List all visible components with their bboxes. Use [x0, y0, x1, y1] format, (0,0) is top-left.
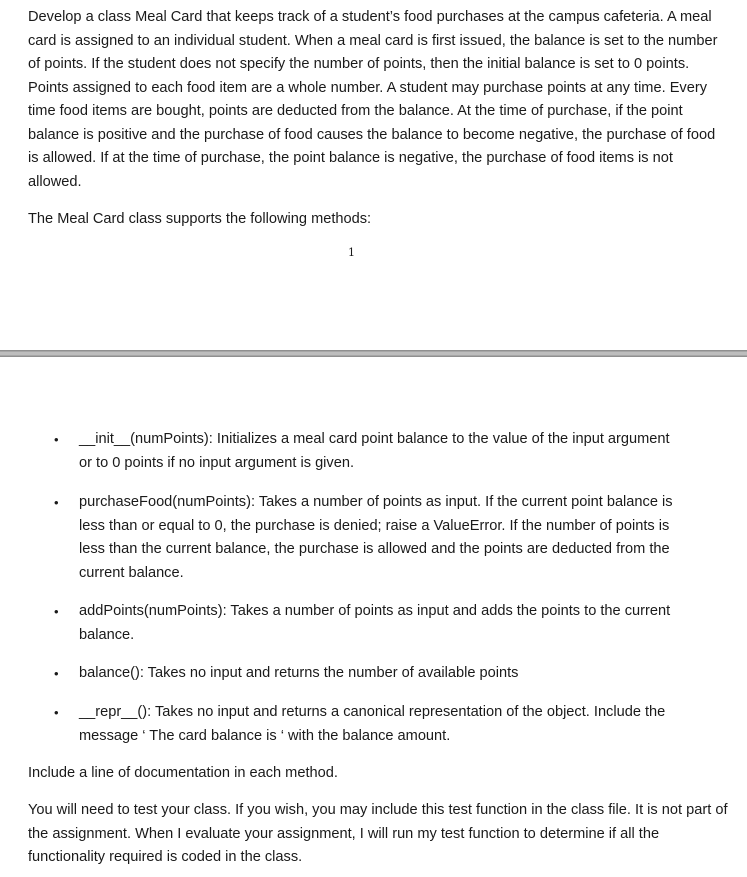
document-page-top: [0, 0, 747, 350]
testing-instruction: You will need to test your class. If you wish, you may include this test function in the class file. It is not part of the assignment. When I evaluate your assignment, I will run my test function to determine if all the functionality required is coded in the class.: [28, 802, 728, 865]
bullet-icon: •: [54, 666, 59, 681]
method-description: __init__(numPoints): Initializes a meal card point balance to the value of the input argument or to 0 points if no input argument is given.: [79, 431, 670, 471]
method-description: addPoints(numPoints): Takes a number of points as input and adds the points to the current balance.: [79, 603, 671, 643]
method-description: balance(): Takes no input and returns the number of available points: [79, 665, 519, 681]
bullet-icon: •: [54, 604, 59, 619]
method-item-add-points: [54, 600, 679, 647]
method-item-balance: [54, 662, 679, 686]
bullet-icon: •: [54, 432, 59, 447]
method-item-purchase-food: [54, 491, 679, 585]
method-item-repr: [54, 701, 679, 748]
method-description: __repr__(): Takes no input and returns a canonical representation of the object. Include the message ‘ The card balance is ‘ with the balance amount.: [79, 704, 666, 744]
page-number: 1: [348, 246, 355, 259]
page-break-divider: [0, 350, 747, 357]
method-item-init: [54, 428, 679, 475]
assignment-intro-paragraph: Develop a class Meal Card that keeps track of a student’s food purchases at the campus cafeteria. A meal card is assigned to an individual student. When a meal card is first issued, the balance is set to the number of points. If the student does not specify the number of points, then the initial balance is set to 0 points. Points assigned to each food item are a whole number. A student may purchase points at any time. Every time food items are bought, points are deducted from the balance. At the time of purchase, if the point balance is positive and the purchase of food causes the balance to become negative, the purchase of food is allowed. If at the time of purchase, the point balance is negative, the purchase of food items is not allowed.: [28, 9, 718, 190]
documentation-instruction: Include a line of documentation in each method.: [28, 765, 338, 781]
bullet-icon: •: [54, 495, 59, 510]
methods-intro-text: The Meal Card class supports the following methods:: [28, 211, 372, 227]
bullet-icon: •: [54, 705, 59, 720]
method-description: purchaseFood(numPoints): Takes a number of points as input. If the current point balance is less than or equal to 0, the purchase is denied; raise a ValueError. If the number of points is less than the current balance, the purchase is allowed and the points are deducted from the current balance.: [79, 494, 673, 581]
